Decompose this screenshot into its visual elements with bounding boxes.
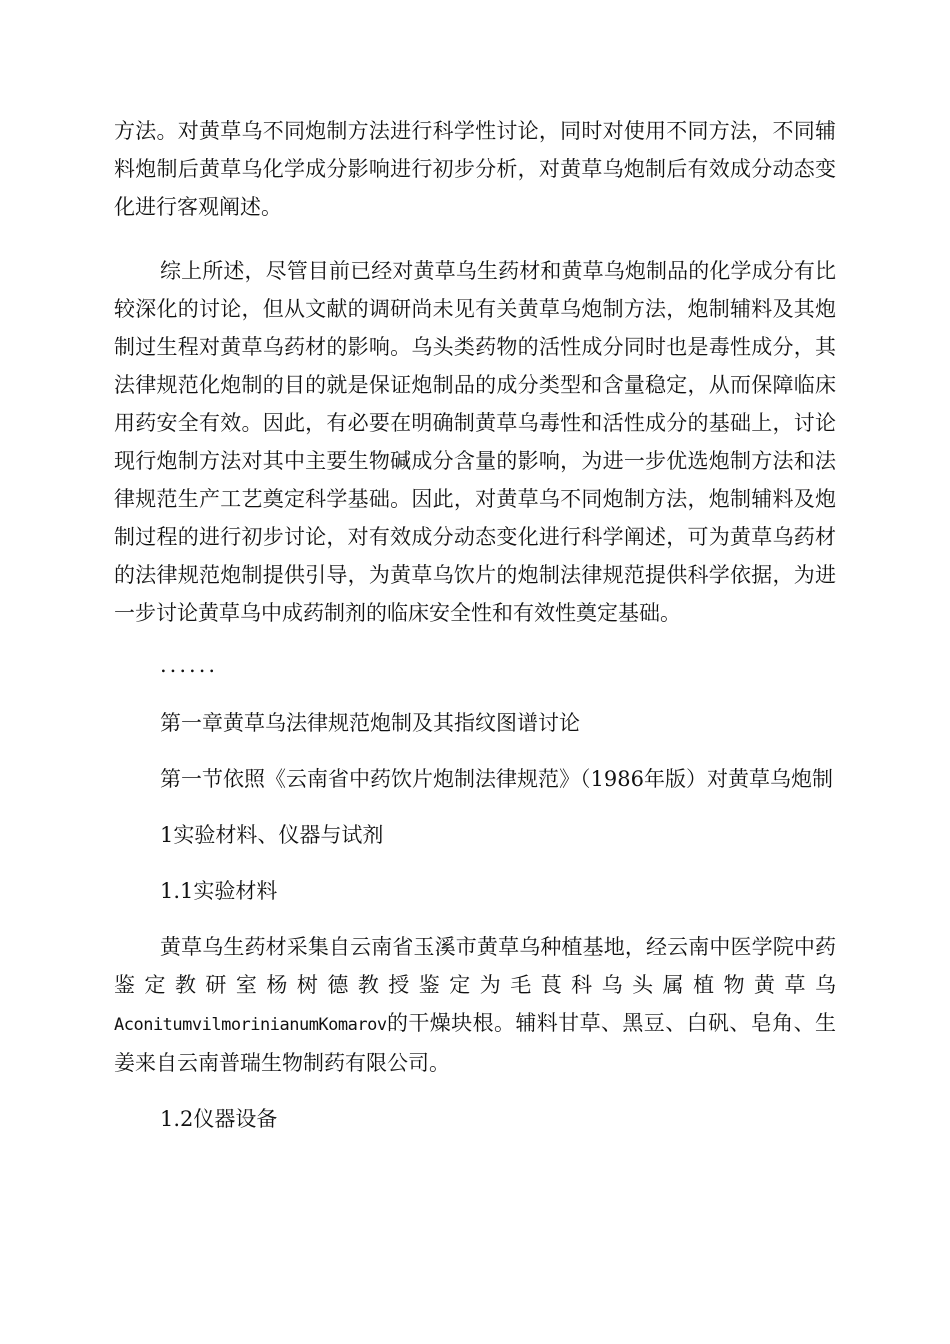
heading-materials: 1.1实验材料 — [160, 879, 278, 903]
heading-instruments: 1.2仪器设备 — [160, 1107, 278, 1131]
species-latin-name: AconitumvilmorinianumKomarov — [114, 1015, 387, 1035]
materials-text-part2: 的干燥块根。辅料甘草、黑豆、白矾、皂角、生姜来自云南普瑞生物制药有限公司。 — [114, 1011, 836, 1075]
materials-text-part1: 黄草乌生药材采集自云南省玉溪市黄草乌种植基地，经云南中医学院中药鉴定教研室杨树德教授鉴定为毛茛科乌头属植物黄草乌 — [114, 935, 836, 997]
section-heading: 第一节依照《云南省中药饮片炮制法律规范》（1986年版）对黄草乌炮制 — [160, 767, 833, 791]
document-page — [114, 112, 836, 1138]
ellipsis: ...... — [160, 653, 219, 677]
chapter-heading: 第一章黄草乌法律规范炮制及其指纹图谱讨论 — [160, 711, 580, 735]
paragraph-materials — [114, 928, 836, 1082]
paragraph-summary: 综上所述，尽管目前已经对黄草乌生药材和黄草乌炮制品的化学成分有比较深化的讨论，但从文献的调研尚未见有关黄草乌炮制方法，炮制辅料及其炮制过生程对黄草乌药材的影响。乌头类药物的活性成分同时也是毒性成分，其法律规范化炮制的目的就是保证炮制品的成分类型和含量稳定，从而保障临床用药安全有效。因此，有必要在明确制黄草乌毒性和活性成分的基础上，讨论现行炮制方法对其中主要生物碱成分含量的影响，为进一步优选炮制方法和法律规范生产工艺奠定科学基础。因此，对黄草乌不同炮制方法，炮制辅料及炮制过程的进行初步讨论，对有效成分动态变化进行科学阐述，可为黄草乌药材的法律规范炮制提供引导，为黄草乌饮片的炮制法律规范提供科学依据，为进一步讨论黄草乌中成药制剂的临床安全性和有效性奠定基础。 — [114, 259, 836, 625]
paragraph-continuation: 方法。对黄草乌不同炮制方法进行科学性讨论，同时对使用不同方法，不同辅料炮制后黄草乌化学成分影响进行初步分析，对黄草乌炮制后有效成分动态变化进行客观阐述。 — [114, 119, 836, 219]
heading-experiment-materials: 1实验材料、仪器与试剂 — [160, 823, 384, 847]
